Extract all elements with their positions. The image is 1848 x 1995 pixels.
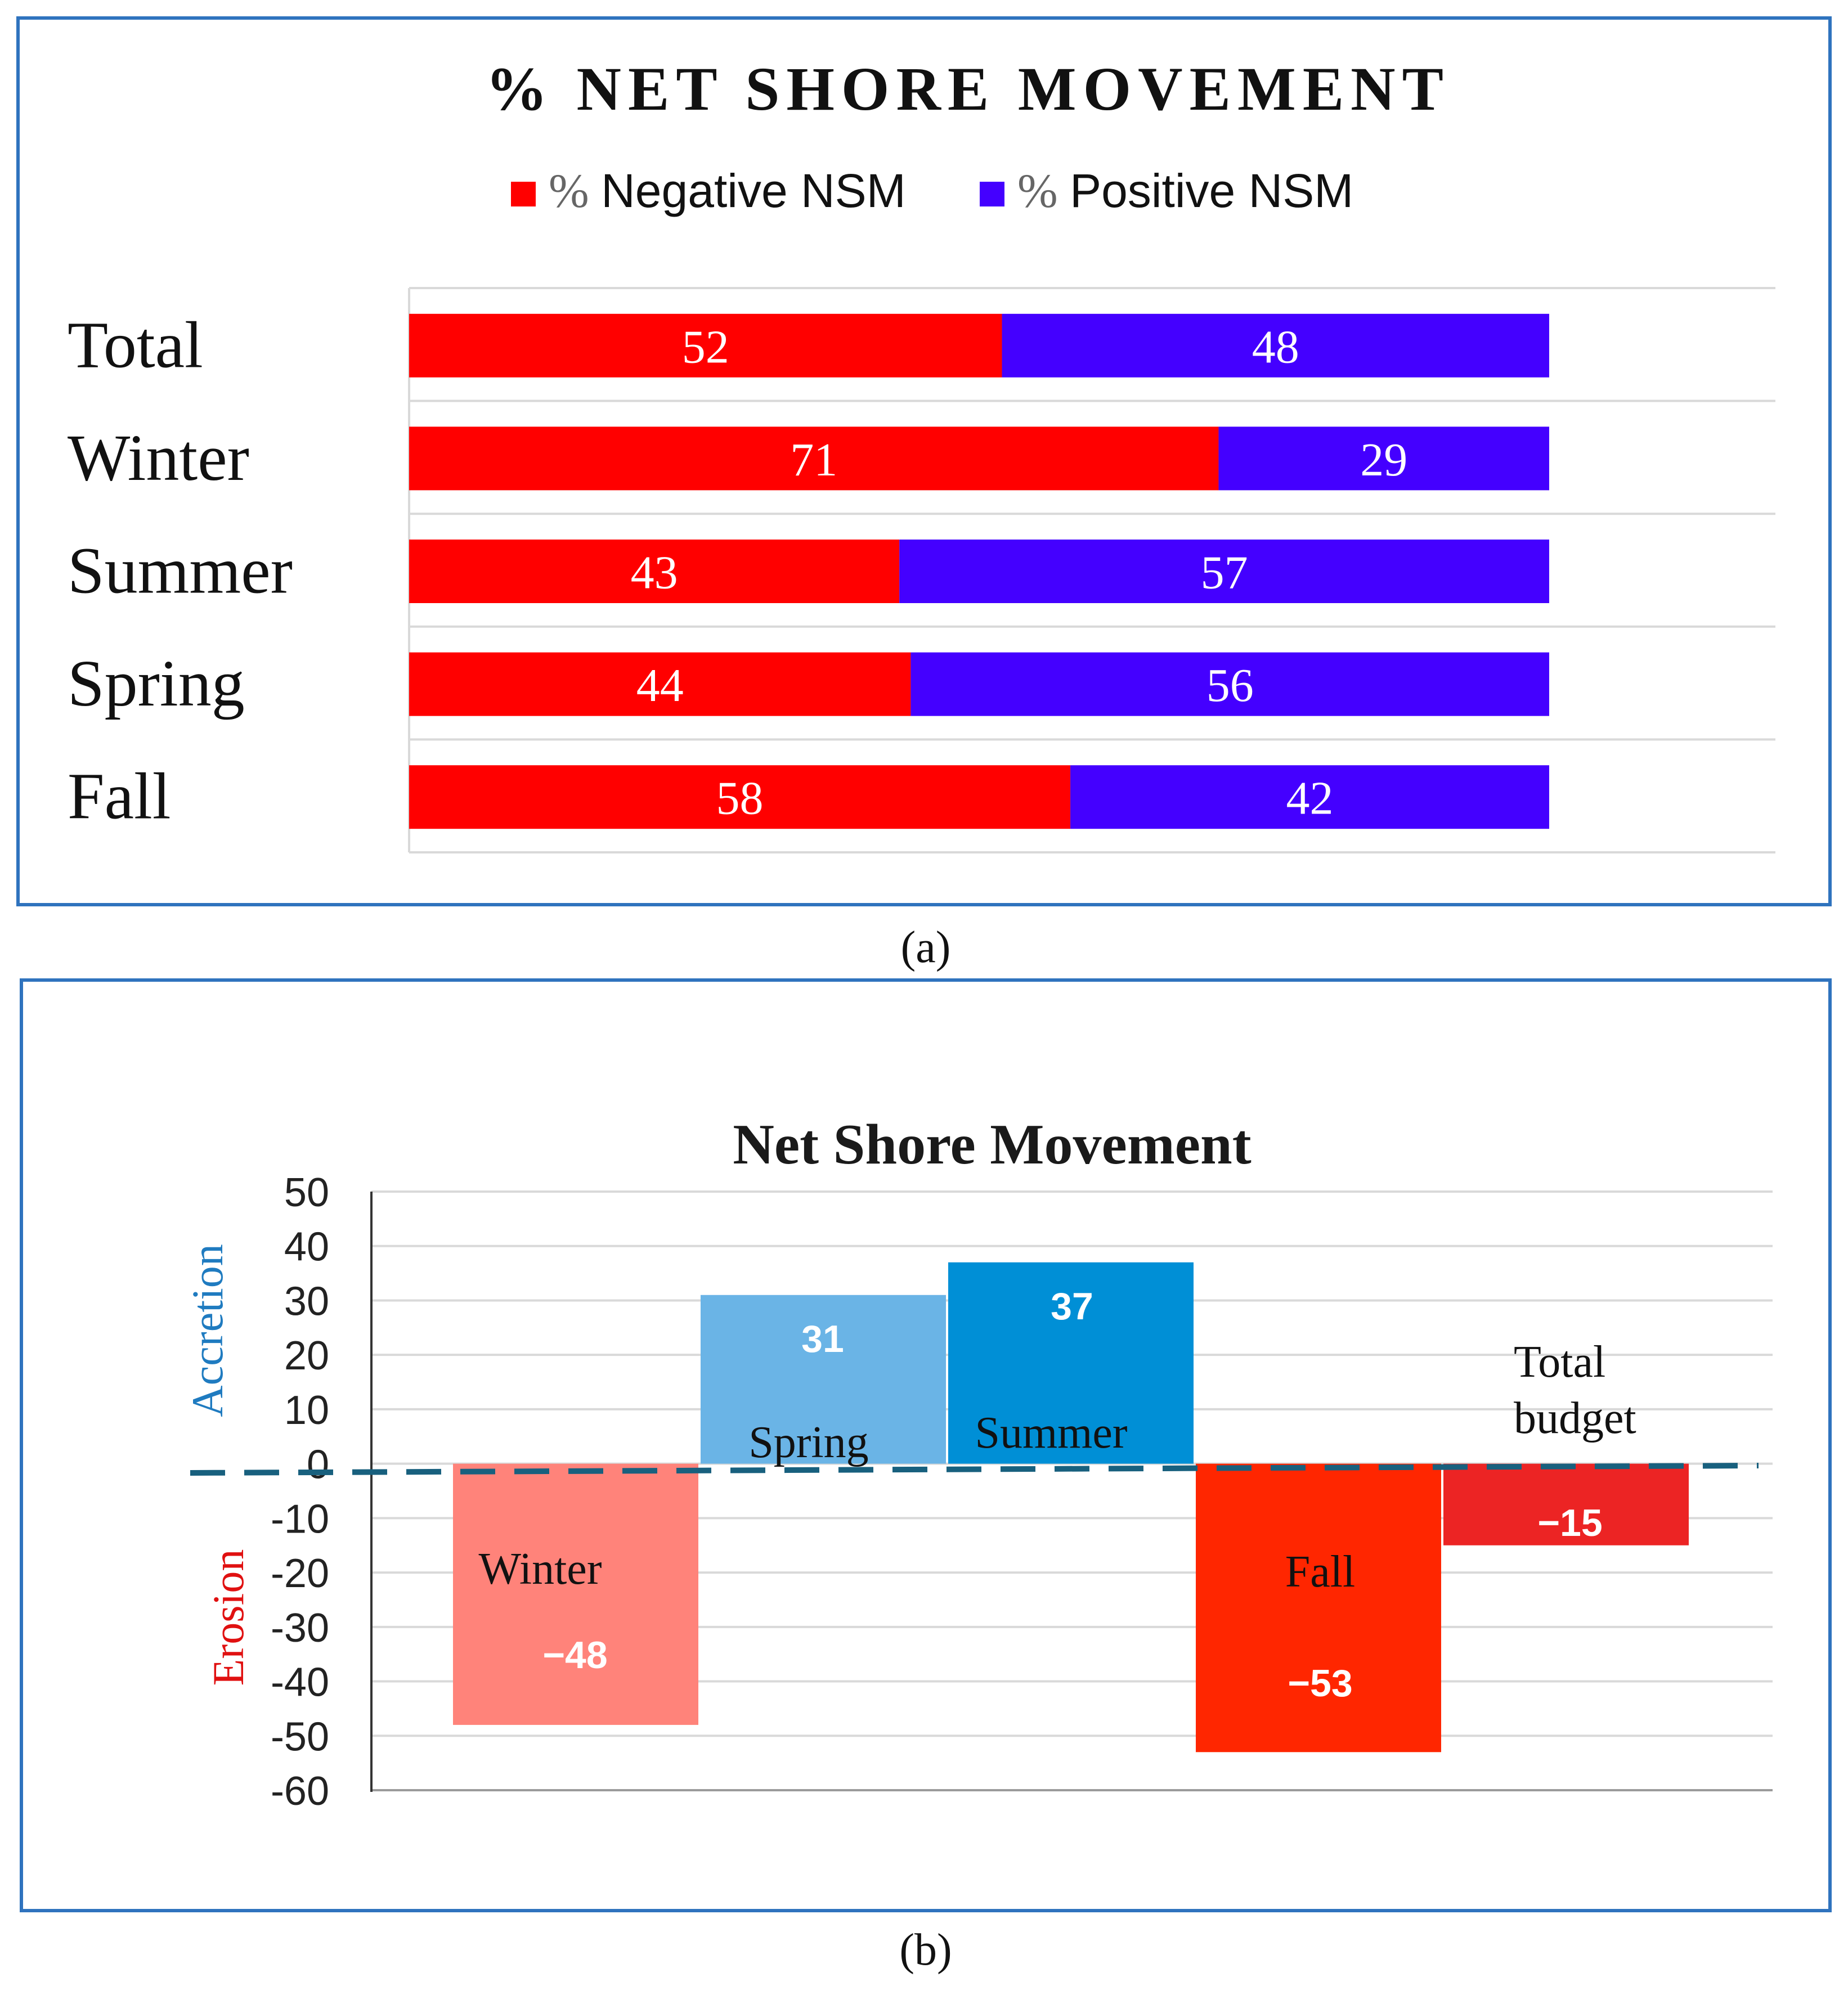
category-label-total-budget: Total budget: [1514, 1337, 1636, 1443]
category-label-winter: Winter: [478, 1544, 602, 1594]
data-label: 44: [636, 659, 684, 712]
y-tick-label: 40: [284, 1224, 329, 1270]
y-tick-label: -50: [270, 1714, 329, 1760]
legend-negative-label: % Negative NSM: [549, 164, 906, 218]
data-label: 43: [630, 546, 678, 599]
category-label-winter: Winter: [68, 420, 249, 495]
category-label-summer: Summer: [975, 1408, 1128, 1458]
data-label: 52: [681, 321, 729, 374]
data-label: −48: [542, 1634, 608, 1677]
data-label: 37: [1051, 1285, 1093, 1328]
y-tick-label: -60: [270, 1769, 329, 1814]
data-label: 42: [1286, 772, 1334, 825]
category-label-fall: Fall: [1285, 1547, 1356, 1597]
category-label-spring: Spring: [748, 1418, 869, 1467]
category-label-spring: Spring: [68, 646, 245, 721]
data-label: 58: [716, 772, 764, 825]
data-label: 48: [1252, 321, 1299, 374]
category-label-summer: Summer: [68, 533, 293, 608]
category-label-fall: Fall: [68, 759, 171, 833]
y-tick-label: 30: [284, 1279, 329, 1324]
panel-b-ylabel-erosion: Erosion: [204, 1549, 253, 1686]
panel-b-label: (b): [899, 1925, 952, 1975]
data-label: 29: [1360, 433, 1408, 486]
data-label: 31: [801, 1318, 844, 1360]
legend-negative-swatch: [511, 182, 536, 206]
y-tick-label: 20: [284, 1333, 329, 1379]
data-label: 71: [790, 433, 838, 486]
panel-a-title: % NET SHORE MOVEMENT: [486, 55, 1450, 123]
panel-b-title: Net Shore Movement: [733, 1113, 1252, 1176]
panel-b-ylabel-accretion: Accretion: [183, 1244, 232, 1417]
data-label: 56: [1206, 659, 1254, 712]
legend-positive-swatch: [980, 182, 1004, 206]
legend-positive-label: % Positive NSM: [1017, 164, 1354, 218]
data-label: −53: [1288, 1662, 1353, 1705]
bar-fall: [1196, 1464, 1441, 1753]
data-label: 57: [1200, 546, 1248, 599]
bar-winter: [453, 1464, 698, 1725]
y-tick-label: -30: [270, 1605, 329, 1651]
panel-b-chart: [21, 980, 1830, 1911]
y-tick-label: 10: [284, 1387, 329, 1433]
panel-a-chart: [18, 18, 1830, 905]
y-tick-label: -10: [270, 1497, 329, 1542]
y-tick-label: 50: [284, 1170, 329, 1215]
y-tick-label: -40: [270, 1660, 329, 1705]
panel-a-label: (a): [900, 923, 951, 972]
category-label-total: Total: [68, 308, 203, 382]
y-tick-label: -20: [270, 1551, 329, 1597]
y-tick-label: 0: [306, 1442, 329, 1488]
data-label: −15: [1537, 1502, 1603, 1544]
